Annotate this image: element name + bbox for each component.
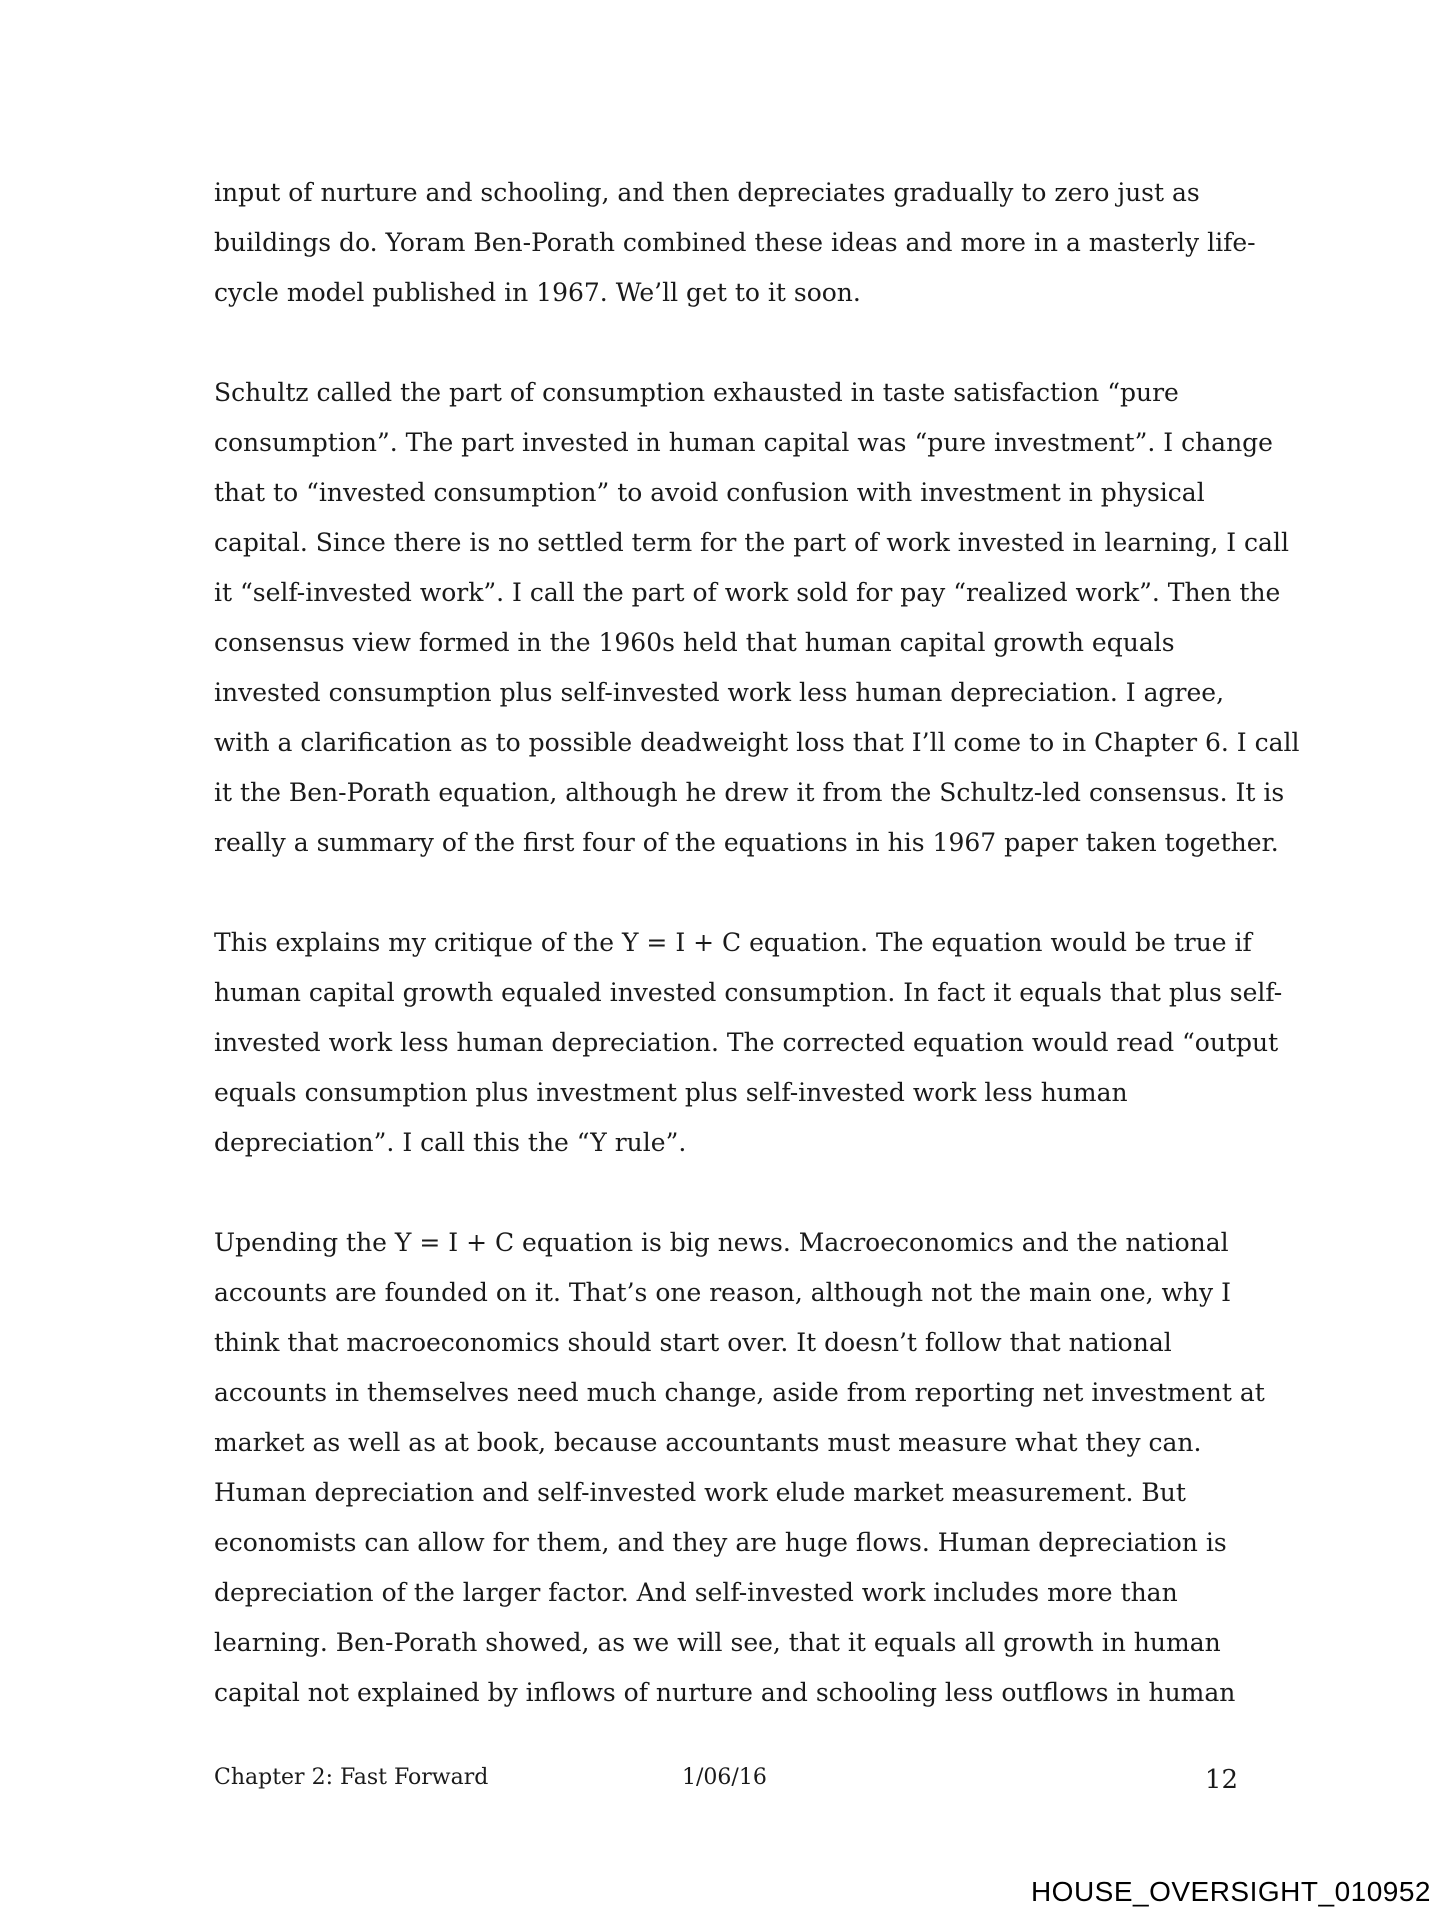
paragraph — [214, 368, 1300, 868]
text-line: accounts are founded on it. That’s one reason, although not the main one, why I — [214, 1278, 1231, 1307]
text-line: accounts in themselves need much change, aside from reporting net investment at — [214, 1378, 1265, 1407]
text-line: Upending the Y = I + C equation is big news. Macroeconomics and the national — [214, 1228, 1229, 1257]
text-line: that to “invested consumption” to avoid confusion with investment in physical — [214, 478, 1205, 507]
text-line: really a summary of the first four of the equations in his 1967 paper taken together. — [214, 828, 1279, 857]
text-line: consensus view formed in the 1960s held that human capital growth equals — [214, 628, 1175, 657]
text-line: with a clarification as to possible deadweight loss that I’ll come to in Chapter 6. I call — [214, 728, 1300, 757]
text-line: market as well as at book, because accountants must measure what they can. — [214, 1428, 1202, 1457]
text-line: think that macroeconomics should start over. It doesn’t follow that national — [214, 1328, 1172, 1357]
text-line: it the Ben-Porath equation, although he drew it from the Schultz-led consensus. It is — [214, 778, 1285, 807]
text-line: buildings do. Yoram Ben-Porath combined these ideas and more in a masterly life- — [214, 228, 1256, 257]
text-line: learning. Ben-Porath showed, as we will see, that it equals all growth in human — [214, 1628, 1221, 1657]
text-line: Human depreciation and self-invested work elude market measurement. But — [214, 1478, 1186, 1507]
text-line: depreciation”. I call this the “Y rule”. — [214, 1128, 687, 1157]
paragraph — [214, 168, 1256, 318]
text-line: capital not explained by inflows of nurture and schooling less outflows in human — [214, 1678, 1236, 1707]
text-line: it “self-invested work”. I call the part of work sold for pay “realized work”. Then the — [214, 578, 1281, 607]
text-line: This explains my critique of the Y = I + C equation. The equation would be true if — [214, 928, 1252, 957]
text-line: cycle model published in 1967. We’ll get to it soon. — [214, 278, 861, 307]
text-line: equals consumption plus investment plus self-invested work less human — [214, 1078, 1128, 1107]
bates-stamp: HOUSE_OVERSIGHT_010952 — [1030, 1876, 1431, 1907]
paragraph — [214, 1218, 1265, 1718]
text-line: depreciation of the larger factor. And self-invested work includes more than — [214, 1578, 1178, 1607]
page-number: 12 — [1204, 1765, 1238, 1795]
page-footer — [214, 1758, 1244, 1798]
text-line: consumption”. The part invested in human capital was “pure investment”. I change — [214, 428, 1273, 457]
text-line: invested work less human depreciation. The corrected equation would read “output — [214, 1028, 1279, 1057]
text-line: human capital growth equaled invested consumption. In fact it equals that plus self- — [214, 978, 1283, 1007]
paragraph — [214, 918, 1283, 1168]
text-line: capital. Since there is no settled term for the part of work invested in learning, I call — [214, 528, 1289, 557]
text-line: economists can allow for them, and they are huge flows. Human depreciation is — [214, 1528, 1227, 1557]
text-line: Schultz called the part of consumption exhausted in taste satisfaction “pure — [214, 378, 1179, 407]
footer-chapter-title: Chapter 2: Fast Forward — [214, 1765, 489, 1790]
footer-date: 1/06/16 — [682, 1765, 767, 1790]
text-line: invested consumption plus self-invested work less human depreciation. I agree, — [214, 678, 1225, 707]
document-body — [214, 168, 1300, 1718]
text-line: input of nurture and schooling, and then depreciates gradually to zero just as — [214, 178, 1200, 207]
